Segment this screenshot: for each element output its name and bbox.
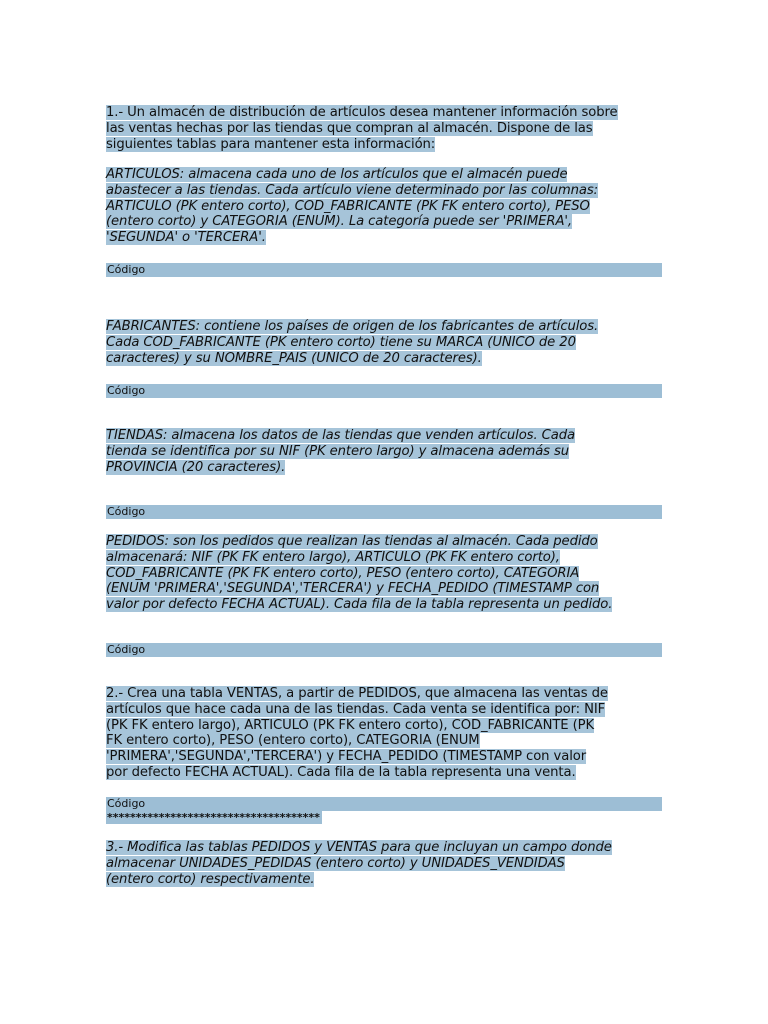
separator-stars: ************************************* bbox=[107, 811, 320, 824]
articulos-line: (entero corto) y CATEGORIA (ENUM). La categoría puede ser 'PRIMERA', bbox=[106, 214, 573, 230]
pedidos-description bbox=[106, 534, 612, 613]
code-bar-ventas bbox=[106, 797, 662, 811]
tiendas-line: tienda se identifica por su NIF (PK entero largo) y almacena además su bbox=[106, 443, 570, 459]
tiendas-line: TIENDAS: almacena los datos de las tiendas que venden artículos. Cada bbox=[106, 428, 575, 443]
q1-intro bbox=[106, 105, 618, 152]
q2-line: FK entero corto), PESO (entero corto), CATEGORIA (ENUM bbox=[106, 733, 480, 749]
q3-line: (entero corto) respectivamente. bbox=[106, 871, 315, 887]
q2-line: (PK FK entero largo), ARTICULO (PK FK entero corto), COD_FABRICANTE (PK bbox=[106, 717, 595, 733]
articulos-line: ARTICULOS: almacena cada uno de los artículos que el almacén puede bbox=[106, 167, 568, 182]
q2-line: por defecto FECHA ACTUAL). Cada fila de la tabla representa una venta. bbox=[106, 764, 576, 780]
pedidos-line: valor por defecto FECHA ACTUAL). Cada fila de la tabla representa un pedido. bbox=[106, 597, 613, 613]
q3-text bbox=[106, 840, 612, 887]
q1-intro-line: siguientes tablas para mantener esta información: bbox=[106, 136, 436, 152]
articulos-line: 'SEGUNDA' o 'TERCERA'. bbox=[106, 230, 266, 246]
q2-line: 'PRIMERA','SEGUNDA','TERCERA') y FECHA_PEDIDO (TIMESTAMP con valor bbox=[106, 749, 587, 765]
pedidos-line: PEDIDOS: son los pedidos que realizan las tiendas al almacén. Cada pedido bbox=[106, 534, 598, 549]
fabricantes-description bbox=[106, 319, 598, 366]
code-bar-articulos bbox=[106, 263, 662, 277]
fabricantes-line: caracteres) y su NOMBRE_PAIS (UNICO de 20 caracteres). bbox=[106, 350, 482, 366]
articulos-line: abastecer a las tiendas. Cada artículo viene determinado por las columnas: bbox=[106, 182, 598, 198]
code-bar-tiendas bbox=[106, 505, 662, 519]
tiendas-line: PROVINCIA (20 caracteres). bbox=[106, 459, 286, 475]
pedidos-line: almacenará: NIF (PK FK entero largo), ARTICULO (PK FK entero corto), bbox=[106, 549, 560, 565]
code-label: Código bbox=[107, 384, 146, 397]
code-bar-fabricantes bbox=[106, 384, 662, 398]
articulos-line: ARTICULO (PK entero corto), COD_FABRICANTE (PK FK entero corto), PESO bbox=[106, 198, 590, 214]
code-label: Código bbox=[107, 797, 146, 810]
q2-line: 2.- Crea una tabla VENTAS, a partir de PEDIDOS, que almacena las ventas de bbox=[106, 686, 608, 701]
fabricantes-line: Cada COD_FABRICANTE (PK entero corto) tiene su MARCA (UNICO de 20 bbox=[106, 334, 576, 350]
q2-text bbox=[106, 686, 608, 781]
code-label: Código bbox=[107, 505, 146, 518]
q2-line: artículos que hace cada una de las tiendas. Cada venta se identifica por: NIF bbox=[106, 701, 606, 717]
q1-intro-line: las ventas hechas por las tiendas que compran al almacén. Dispone de las bbox=[106, 120, 593, 136]
code-label: Código bbox=[107, 263, 146, 276]
code-bar-pedidos bbox=[106, 643, 662, 657]
fabricantes-line: FABRICANTES: contiene los países de origen de los fabricantes de artículos. bbox=[106, 319, 599, 334]
q3-line: almacenar UNIDADES_PEDIDAS (entero corto) y UNIDADES_VENDIDAS bbox=[106, 855, 565, 871]
articulos-description bbox=[106, 167, 598, 246]
q3-line: 3.- Modifica las tablas PEDIDOS y VENTAS para que incluyan un campo donde bbox=[106, 840, 612, 855]
code-label: Código bbox=[107, 643, 146, 656]
pedidos-line: (ENUM 'PRIMERA','SEGUNDA','TERCERA') y FECHA_PEDIDO (TIMESTAMP con bbox=[106, 581, 600, 597]
q1-intro-line: 1.- Un almacén de distribución de artículos desea mantener información sobre bbox=[106, 105, 618, 120]
tiendas-description bbox=[106, 428, 575, 475]
pedidos-line: COD_FABRICANTE (PK FK entero corto), PESO (entero corto), CATEGORIA bbox=[106, 565, 580, 581]
